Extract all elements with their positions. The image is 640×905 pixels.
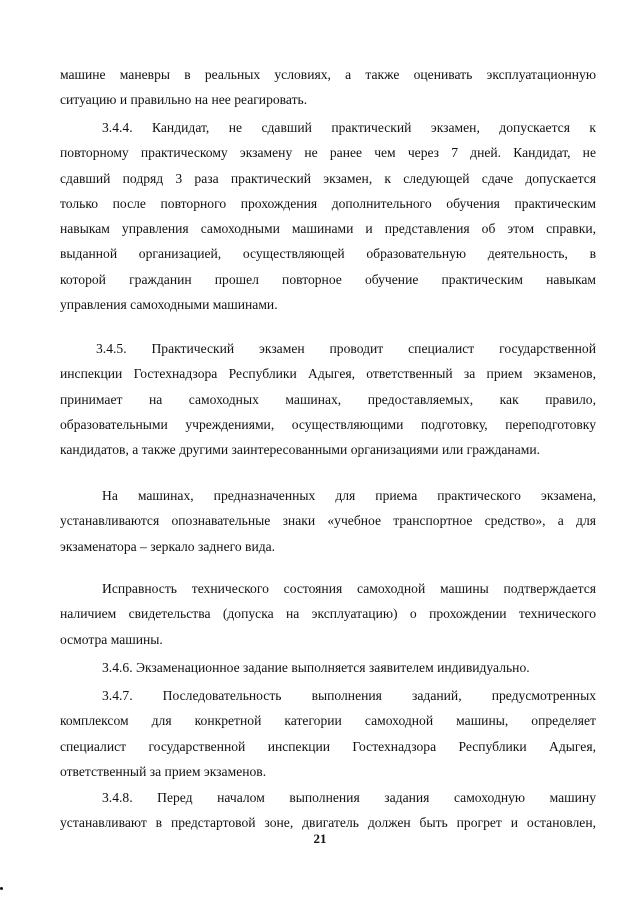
paragraph-3-4-7 [60,683,596,784]
text-line: 3.4.7. Последовательность выполнения заданий, предусмотренных [102,688,596,703]
text-line: сдавший подряд 3 раза практический экзамен, к следующей сдаче допускается [60,170,596,186]
text-line: наличием свидетельства (допуска на эксплуатацию) о прохождении технического [60,606,596,622]
text-line: устанавливают в предстартовой зоне, двигатель должен быть прогрет и остановлен, [60,815,596,831]
text-line: ответственный за прием экзаменов. [60,763,267,779]
paragraph-3-4-8 [60,785,596,836]
text-line: устанавливаются опознавательные знаки «учебное транспортное средство», а для [60,513,596,529]
page-number: 21 [313,831,327,846]
text-line: которой гражданин прошел повторное обучение практическим навыкам [60,271,596,287]
text-line: ситуацию и правильно на нее реагировать. [60,92,308,108]
text-line: осмотра машины. [60,631,163,647]
text-line: Исправность технического состояния самоходной машины подтверждается [102,581,596,596]
paragraph-3-4-6 [60,655,596,680]
text-line: образовательными учреждениями, осуществляющими подготовку, переподготовку [60,416,596,432]
text-line: 3.4.4. Кандидат, не сдавший практический экзамен, допускается к [102,120,596,135]
text-line: повторному практическому экзамену не ранее чем через 7 дней. Кандидат, не [60,145,596,161]
text-line: управления самоходными машинами. [60,297,278,313]
text-line: принимает на самоходных машинах, предоставляемых, как правило, [60,391,596,407]
text-line: комплексом для конкретной категории самоходной машины, определяет [60,713,596,729]
paragraph-signs [60,483,596,559]
paragraph-3-4-4 [60,115,596,317]
text-line: инспекции Гостехнадзора Республики Адыгея, ответственный за прием экзаменов, [60,366,596,382]
text-line: машине маневры в реальных условиях, а также оценивать эксплуатационную [60,67,596,82]
paragraph-intro [60,62,596,113]
text-line: экзаменатора – зеркало заднего вида. [60,538,276,554]
text-line: специалист государственной инспекции Гостехнадзора Республики Адыгея, [60,738,596,754]
text-line: навыкам управления самоходными машинами и представления об этом справки, [60,221,596,237]
text-line: только после повторного прохождения дополнительного обучения практическим [60,195,596,211]
text-line: На машинах, предназначенных для приема практического экзамена, [102,488,596,503]
scan-speck [0,887,3,890]
text-line: 3.4.5. Практический экзамен проводит специалист государственной [96,341,596,356]
text-line: 3.4.6. Экзаменационное задание выполняется заявителем индивидуально. [102,660,530,675]
text-line: 3.4.8. Перед началом выполнения задания самоходную машину [102,790,596,805]
paragraph-3-4-5 [60,336,596,462]
text-line: выданной организацией, осуществляющей образовательную деятельность, в [60,246,596,262]
text-line: кандидатов, а также другими заинтересованными организациями или гражданами. [60,442,541,458]
paragraph-condition [60,576,596,652]
